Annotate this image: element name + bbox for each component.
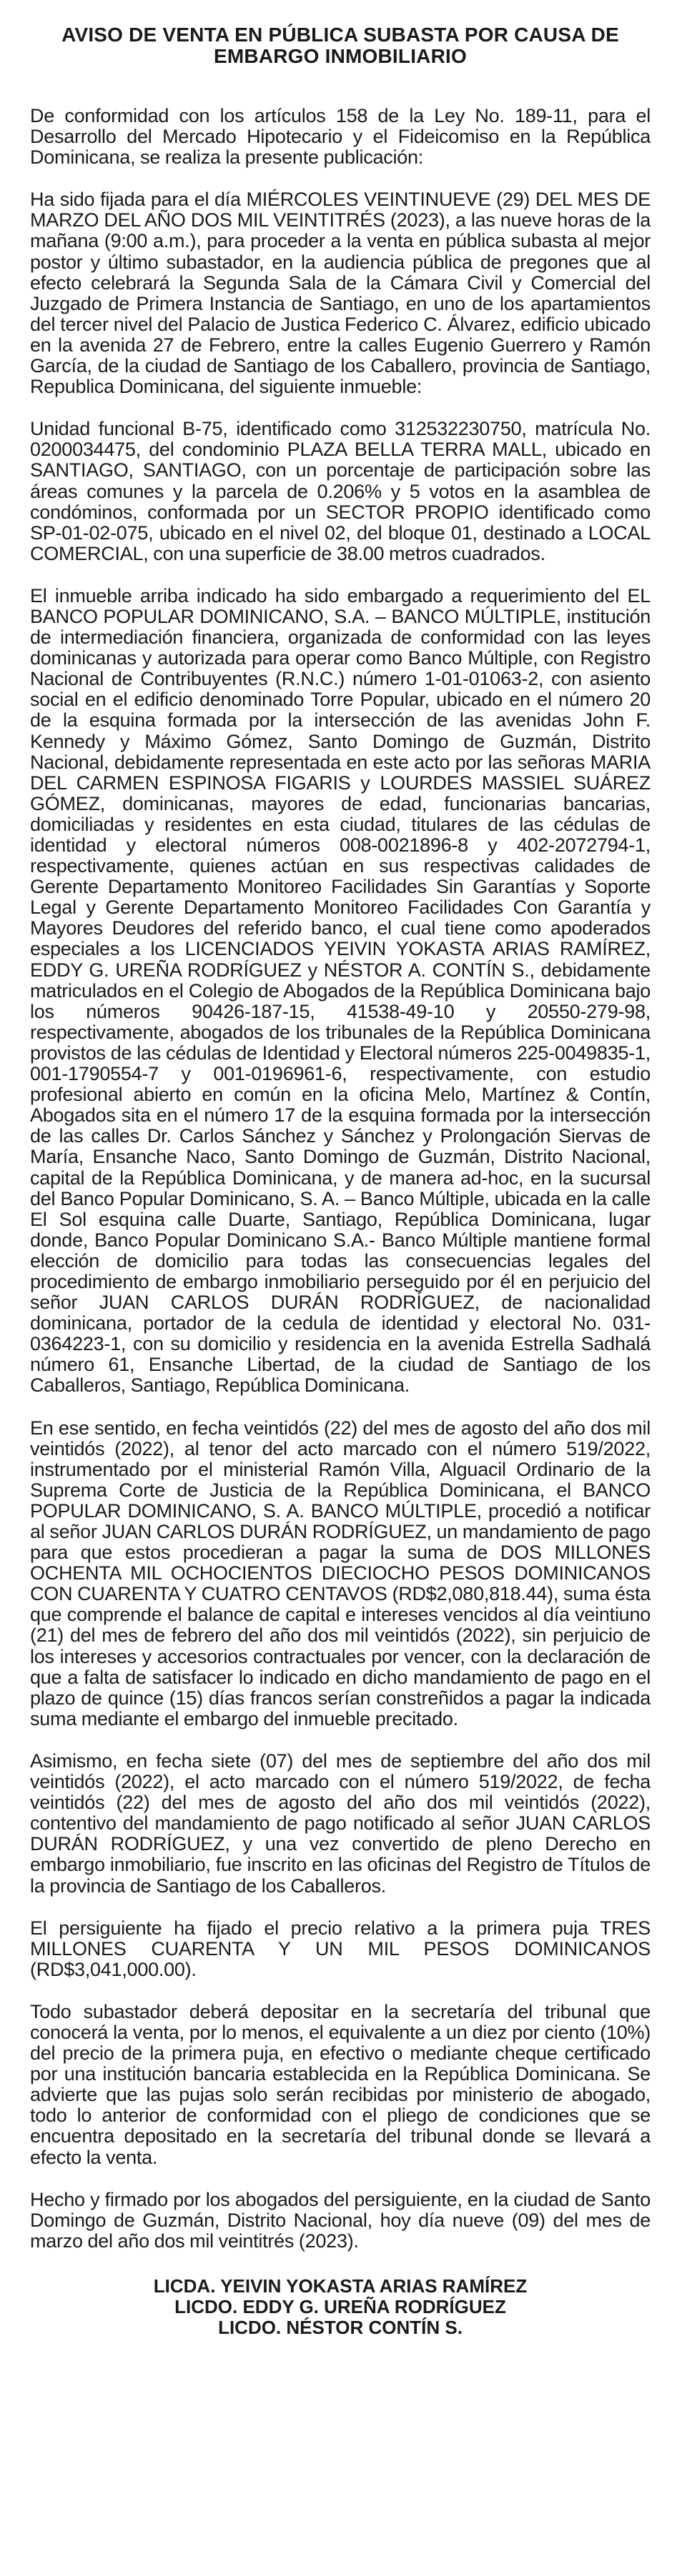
signature-block [30, 2276, 651, 2338]
paragraph-deposit-conditions: Todo subastador deberá depositar en la secretaría del tribunal que conocerá la venta, por lo menos, el equivalente a un diez por ciento (10%) del precio de la primera puja, en efectivo o mediante cheque certificado por una institución bancaria establecida en la República Dominicana. Se advierte que las pujas solo serán recibidas por ministerio de abogado, todo lo anterior de conformidad con el pliego de condiciones que se encuentra depositado en la secretaría del tribunal donde se llevará a efecto la venta. [30, 2000, 651, 2168]
signatory-name: LICDO. NÉSTOR CONTÍN S. [218, 2316, 463, 2338]
notice-title [30, 24, 651, 67]
signatory-name: LICDO. EDDY G. UREÑA RODRÍGUEZ [174, 2295, 506, 2317]
paragraph-seizing-party: El inmueble arriba indicado ha sido embargado a requerimiento del EL BANCO POPULAR DOMINICANO, S.A. – BANCO MÚLTIPLE, institución de intermediación financiera, organizada de conformidad con las leyes dominicanas y autorizada para operar como Banco Múltiple, con Registro Nacional de Contribuyentes (R.N.C.) número 1-01-01063-2, con asiento social en el edificio denominado Torre Popular, ubicado en el número 20 de la esquina formada por la intersección de las avenidas John F. Kennedy y Máximo Gómez, Santo Domingo de Guzmán, Distrito Nacional, debidamente representada en este acto por las señoras MARIA DEL CARMEN ESPINOSA FIGARIS y LOURDES MASSIEL SUÁREZ GÓMEZ, dominicanas, mayores de edad, funcionarias bancarias, domiciliadas y residentes en esta ciudad, titulares de las cédulas de identidad y electoral números 008-0021896-8 y 402-2072794-1, respectivamente, quienes actúan en sus respectivas calidades de Gerente Departamento Monitoreo Facilidades Sin Garantías y Soporte Legal y Gerente Departamento Monitoreo Facilidades Con Garantía y Mayores Deudores del referido banco, el cual tiene como apoderados especiales a los LICENCIADOS YEIVIN YOKASTA ARIAS RAMÍREZ, EDDY G. UREÑA RODRÍGUEZ y NÉSTOR A. CONTÍN S., debidamente matriculados en el Colegio de Abogados de la República Dominicana bajo los números 90426-187-15, 41538-49-10 y 20550-279-98, respectivamente, abogados de los tribunales de la República Dominicana provistos de las cédulas de Identidad y Electoral números 225-0049835-1, 001-1790554-7 y 001-0196961-6, respectivamente, con estudio profesional abierto en común en la oficina Melo, Martínez & Contín, Abogados sita en el número 17 de la esquina formada por la intersección de las calles Dr. Carlos Sánchez y Sánchez y Prolongación Siervas de María, Ensanche Naco, Santo Domingo de Guzmán, Distrito Nacional, capital de la República Dominicana, y de manera ad-hoc, en la sucursal del Banco Popular Dominicano, S. A. – Banco Múltiple, ubicada en la calle El Sol esquina calle Duarte, Santiago, República Dominicana, lugar donde, Banco Popular Dominicano S.A.- Banco Múltiple mantiene formal elección de domicilio para todas las consecuencias legales del procedimiento de embargo inmobiliario perseguido por él en perjuicio del señor JUAN CARLOS DURÁN RODRÍGUEZ, de nacionalidad dominicana, portador de la cedula de identidad y electoral No. 031-0364223-1, con su domicilio y residencia en la avenida Estrella Sadhalá número 61, Ensanche Libertad, de la ciudad de Santiago de los Caballeros, Santiago, República Dominicana. [30, 584, 651, 1397]
paragraph-signed-statement: Hecho y firmado por los abogados del persiguiente, en la ciudad de Santo Domingo de Guzmán, Distrito Nacional, hoy día nueve (09) del mes de marzo del año dos mil veintitrés (2023). [30, 2188, 651, 2252]
notice-title-line-1: AVISO DE VENTA EN PÚBLICA SUBASTA POR CAUSA DE [61, 24, 619, 46]
paragraph-legal-basis: De conformidad con los artículos 158 de la Ley No. 189-11, para el Desarrollo del Mercado Hipotecario y el Fideicomiso en la República Dominicana, se realiza la presente publicación: [30, 105, 651, 169]
paragraph-auction-date: Ha sido fijada para el día MIÉRCOLES VEINTINUEVE (29) DEL MES DE MARZO DEL AÑO DOS MIL VEINTITRÉS (2023), a las nueve horas de la mañana (9:00 a.m.), para proceder a la venta en pública subasta al mejor postor y último subastador, en la audiencia pública de pregones que al efecto celebrará la Segunda Sala de la Cámara Civil y Comercial del Juzgado de Primera Instancia de Santiago, en uno de los apartamientos del tercer nivel del Palacio de Justica Federico C. Álvarez, edificio ubicado en la avenida 27 de Febrero, entre la calles Eugenio Guerrero y Ramón García, de la ciudad de Santiago de los Caballero, provincia de Santiago, Republica Dominicana, del siguiente inmueble: [30, 189, 651, 398]
paragraph-registration: Asimismo, en fecha siete (07) del mes de septiembre del año dos mil veintidós (2022), el acto marcado con el número 519/2022, de fecha veintidós (22) del mes de agosto del año dos mil veintidós (2022), contentivo del mandamiento de pago notificado al señor JUAN CARLOS DURÁN RODRÍGUEZ, y una vez convertido de pleno Derecho en embargo inmobiliario, fue inscrito en las oficinas del Registro de Títulos de la provincia de Santiago de los Caballeros. [30, 1749, 651, 1897]
paragraph-first-bid-price: El persiguiente ha fijado el precio relativo a la primera puja TRES MILLONES CUARENTA Y UN MIL PESOS DOMINICANOS (RD$3,041,000.00). [30, 1917, 651, 1980]
notice-title-line-2: EMBARGO INMOBILIARIO [214, 45, 467, 67]
paragraph-property-description: Unidad funcional B-75, identificado como 312532230750, matrícula No. 0200034475, del condominio PLAZA BELLA TERRA MALL, ubicado en SANTIAGO, SANTIAGO, con un porcentaje de participación sobre las áreas comunes y la parcela de 0.206% y 5 votos en la asamblea de condóminos, conformada por un SECTOR PROPIO identificado como SP-01-02-075, ubicado en el nivel 02, del bloque 01, destinado a LOCAL COMERCIAL, con una superficie de 38.00 metros cuadrados. [30, 418, 651, 564]
paragraph-payment-order: En ese sentido, en fecha veintidós (22) del mes de agosto del año dos mil veintidós (2022), al tenor del acto marcado con el número 519/2022, instrumentado por el ministerial Ramón Villa, Alguacil Ordinario de la Suprema Corte de Justicia de la República Dominicana, el BANCO POPULAR DOMINICANO, S. A. BANCO MÚLTIPLE, procedió a notificar al señor JUAN CARLOS DURÁN RODRÍGUEZ, un mandamiento de pago para que estos procedieran a pagar la suma de DOS MILLONES OCHENTA MIL OCHOCIENTOS DIECIOCHO PESOS DOMINICANOS CON CUARENTA Y CUATRO CENTAVOS (RD$2,080,818.44), suma ésta que comprende el balance de capital e intereses vencidos al día veintiuno (21) del mes de febrero del año dos mil veintidós (2022), sin perjuicio de los intereses y accesorios contractuales por vencer, con la declaración de que a falta de satisfacer lo indicado en dicho mandamiento de pago en el plazo de quince (15) días francos serían constreñidos a pagar la indicada suma mediante el embargo del inmueble precitado. [30, 1417, 651, 1729]
signatory-name: LICDA. YEIVIN YOKASTA ARIAS RAMÍREZ [153, 2275, 528, 2297]
